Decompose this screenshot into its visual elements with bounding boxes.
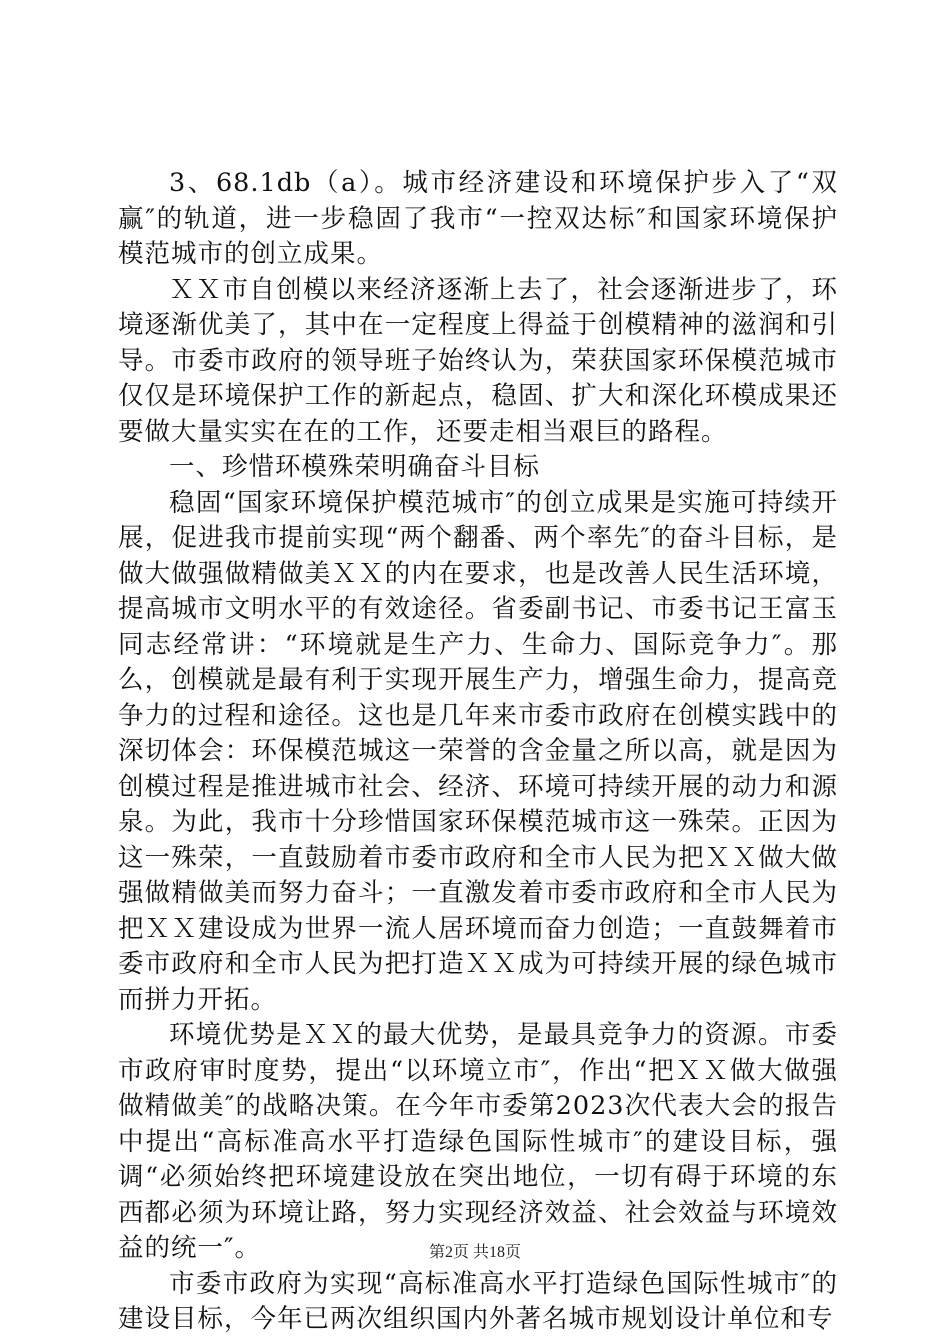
paragraph-2: ＸＸ市自创模以来经济逐渐上去了，社会逐渐进步了，环境逐渐优美了，其中在一定程度上得益于创模精神的滋润和引导。市委市政府的领导班子始终认为，荣获国家环保模范城市仅仅是环境保护工作的新起点，稳固、扩大和深化环模成果还要做大量实实在在的工作，还要走相当艰巨的路程。: [118, 274, 838, 447]
section-heading: 一、珍惜环模殊荣明确奋斗目标: [169, 452, 541, 482]
paragraph-3: 稳固“国家环境保护模范城市″的创立成果是实施可持续开展，促进我市提前实现“两个翻番、两个率先″的奋斗目标，是做大做强做精做美ＸＸ的内在要求，也是改善人民生活环境，提高城市文明水平的有效途径。省委副书记、市委书记王富玉同志经常讲：“环境就是生产力、生命力、国际竞争力″。那么，创模就是最有利于实现开展生产力，增强生命力，提高竞争力的过程和途径。这也是几年来市委市政府在创模实践中的深切体会：环保模范城这一荣誉的含金量之所以高，就是因为创模过程是推进城市社会、经济、环境可持续开展的动力和源泉。为此，我市十分珍惜国家环保模范城市这一殊荣。正因为这一殊荣，一直鼓励着市委市政府和全市人民为把ＸＸ做大做强做精做美而努力奋斗；一直激发着市委市政府和全市人民为把ＸＸ建设成为世界一流人居环境而奋力创造；一直鼓舞着市委市政府和全市人民为把打造ＸＸ成为可持续开展的绿色城市而拼力开拓。: [118, 487, 838, 1015]
paragraph-1: 3、68.1db（a）。城市经济建设和环境保护步入了“双赢″的轨道，进一步稳固了我市“一控双达标″和国家环境保护模范城市的创立成果。: [118, 168, 838, 269]
paragraph-5: 市委市政府为实现“高标准高水平打造绿色国际性城市″的建设目标，今年已两次组织国内外著名城市规划设计单位和专: [118, 1268, 838, 1334]
paragraph-4: 环境优势是ＸＸ的最大优势，是最具竞争力的资源。市委市政府审时度势，提出“以环境立市″，作出“把ＸＸ做大做强做精做美″的战略决策。在今年市委第2023次代表大会的报告中提出“高标准高水平打造绿色国际性城市″的建设目标，强调“必须始终把环境建设放在突出地位，一切有碍于环境的东西都必须为环境让路，努力实现经济效益、社会效益与环境效益的统一″。: [118, 1020, 838, 1263]
page-footer: 第2页 共18页: [428, 1244, 521, 1261]
document-body: [118, 166, 838, 1338]
